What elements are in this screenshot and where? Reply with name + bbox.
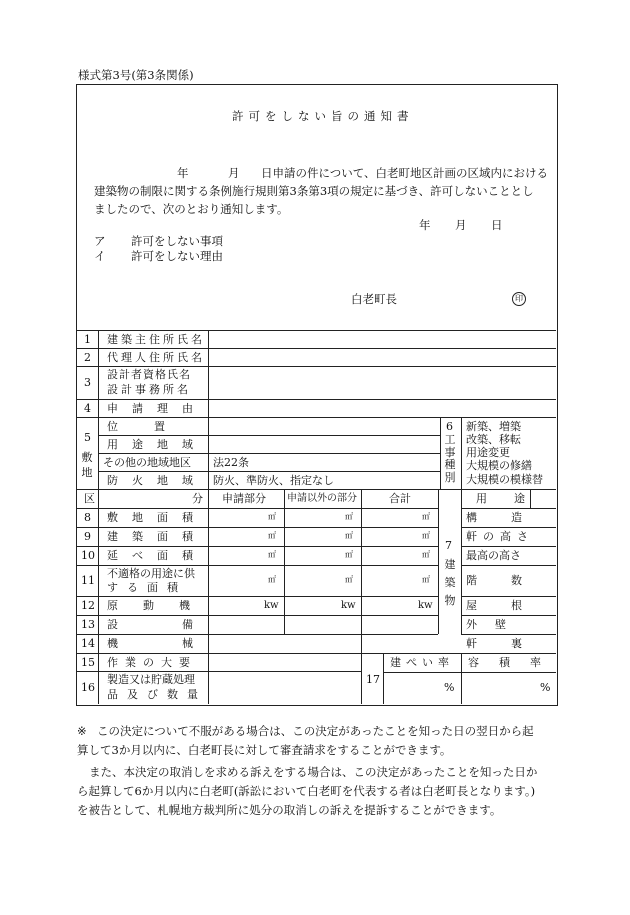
row-12-label: 原動機 — [107, 599, 215, 612]
rule — [77, 399, 556, 400]
rule — [98, 453, 440, 454]
issuer: 白老町長 — [351, 292, 397, 306]
note-line-5: を被告として、札幌地方裁判所に処分の取消しの訴えを提訴することができます。 — [77, 803, 502, 817]
unit: ㎡ — [345, 575, 353, 584]
header-total: 合計 — [389, 492, 411, 505]
row-11-label-2: する面積 — [107, 581, 187, 594]
row-15-label: 作業の大要 — [107, 656, 197, 669]
seal-mark: 印 — [512, 292, 526, 306]
unit: ㎡ — [422, 575, 430, 584]
unit: ㎡ — [268, 531, 276, 540]
building-item: 外壁 — [466, 618, 524, 631]
note-mark: ※ — [77, 724, 87, 738]
item-a-text: 許可をしない事項 — [131, 234, 223, 248]
building-item: 屋根 — [466, 599, 556, 612]
row-7-group: 建築物 — [444, 558, 456, 607]
row-9-label: 建築面積 — [107, 530, 207, 543]
unit: ㎡ — [422, 512, 430, 521]
note-line-3: また、本決定の取消しを求める訴えをする場合は、この決定があったことを知った日か — [89, 765, 538, 779]
fire-zone-value: 防火、準防火、指定なし — [213, 474, 334, 487]
unit: ㎡ — [268, 550, 276, 559]
work-type-option: 大規模の模様替 — [466, 473, 543, 486]
coverage-label: 建ぺい率 — [390, 656, 454, 669]
issue-month: 月 — [455, 218, 467, 232]
zone-label: 用途地域 — [107, 438, 207, 451]
row-8-num: 8 — [84, 511, 91, 524]
intro-line-3: ましたので、次のとおり通知します。 — [94, 202, 289, 216]
rule — [77, 489, 556, 490]
intro-line-1: 日申請の件について、白老町地区計画の区域内における — [261, 166, 549, 180]
work-type-option: 新築、増築 — [466, 420, 521, 433]
row-13-num: 13 — [81, 618, 95, 631]
row-11-label-1: 不適格の用途に供 — [107, 567, 195, 580]
row-1-label: 建築主住所氏名 — [107, 333, 205, 346]
rule — [461, 527, 556, 528]
item-a-marker: ア — [94, 234, 106, 248]
rule — [98, 331, 99, 653]
rule — [461, 418, 462, 489]
rule — [383, 654, 384, 704]
rule — [77, 348, 556, 349]
rule — [461, 596, 556, 597]
row-6-group: 工事種別 — [444, 433, 456, 484]
rule — [461, 546, 556, 547]
rule — [461, 508, 556, 509]
rule — [77, 330, 556, 331]
rule — [77, 671, 361, 672]
rule — [440, 418, 441, 489]
unit: ㎡ — [345, 512, 353, 521]
other-zone-value: 法22条 — [213, 456, 249, 469]
header-other: 申請以外の部分 — [287, 493, 357, 504]
work-type-option: 改築、移転 — [466, 433, 521, 446]
rule — [461, 565, 556, 566]
document-title: 許可をしない旨の通知書 — [232, 109, 414, 123]
row-7-num: 7 — [445, 539, 452, 552]
building-item: 最高の高さ — [466, 549, 521, 562]
rule — [98, 435, 440, 436]
row-5-num: 5 — [84, 431, 91, 444]
issue-year: 年 — [419, 218, 431, 232]
row-2-label: 代理人住所氏名 — [107, 351, 205, 364]
other-zone-label: その他の地域地区 — [103, 456, 191, 469]
row-13-label: 設備 — [107, 618, 257, 631]
row-4-num: 4 — [84, 402, 91, 415]
unit: ㎡ — [345, 531, 353, 540]
far-label: 容積率 — [468, 656, 561, 669]
row-11-num: 11 — [81, 574, 95, 587]
row-16-label-1: 製造又は貯蔵処理 — [107, 673, 195, 686]
location-label: 位置 — [107, 420, 201, 433]
coverage-percent: % — [444, 681, 455, 694]
item-b-text: 許可をしない理由 — [131, 249, 223, 263]
item-b-marker: イ — [94, 249, 106, 263]
form-number: 様式第3号(第3条関係) — [78, 68, 194, 82]
row-14-label: 機械 — [107, 637, 257, 650]
rule — [77, 527, 438, 528]
rule — [383, 672, 556, 673]
building-item: 構造 — [466, 511, 556, 524]
row-4-label: 申請理由 — [107, 402, 207, 415]
row-1-num: 1 — [84, 333, 91, 346]
header-applied: 申請部分 — [222, 492, 266, 505]
rule — [361, 490, 362, 704]
header-use-left: 用 — [476, 492, 487, 505]
row-12-num: 12 — [81, 599, 95, 612]
row-10-num: 10 — [81, 549, 95, 562]
rule — [77, 596, 438, 597]
rule — [461, 654, 462, 704]
unit: ㎡ — [268, 512, 276, 521]
rule — [461, 490, 462, 634]
rule — [77, 653, 556, 654]
row-9-num: 9 — [84, 530, 91, 543]
row-2-num: 2 — [84, 351, 91, 364]
intro-line-2: 建築物の制限に関する条例施行規則第3条第3項の規定に基づき、許可しないこととし — [94, 184, 534, 198]
work-type-option: 用途変更 — [466, 446, 510, 459]
rule — [77, 417, 556, 418]
unit: ㎡ — [345, 550, 353, 559]
rule — [77, 565, 438, 566]
rule — [208, 331, 209, 489]
building-item: 軒裏 — [466, 637, 556, 650]
intro-month: 月 — [228, 166, 240, 180]
building-item: 階数 — [466, 574, 556, 587]
work-type-option: 大規模の修繕 — [466, 459, 532, 472]
header-category-right: 分 — [192, 492, 203, 505]
unit: kw — [418, 600, 433, 611]
row-8-label: 敷地面積 — [107, 511, 207, 524]
row-3-label-1: 設計者資格氏名 — [107, 368, 191, 381]
intro-year: 年 — [177, 166, 189, 180]
rule — [461, 634, 556, 635]
rule — [77, 508, 438, 509]
row-10-label: 延べ面積 — [107, 549, 207, 562]
row-5-group: 敷地 — [81, 451, 93, 479]
row-16-num: 16 — [81, 681, 95, 694]
row-3-label-2: 設計事務所名 — [107, 383, 191, 396]
row-17-num: 17 — [366, 673, 380, 686]
unit: kw — [264, 600, 279, 611]
row-14-num: 14 — [81, 637, 95, 650]
rule — [98, 654, 99, 704]
rule — [77, 615, 438, 616]
far-percent: % — [540, 681, 551, 694]
rule — [77, 634, 438, 635]
unit: ㎡ — [422, 550, 430, 559]
issue-day: 日 — [491, 218, 503, 232]
row-6-num: 6 — [446, 420, 453, 433]
row-16-label-2: 品及び数量 — [107, 688, 207, 701]
rule — [208, 654, 209, 704]
note-line-1: この決定について不服がある場合は、この決定があったことを知った日の翌日から起 — [97, 724, 534, 738]
header-category-left: 区 — [84, 492, 95, 505]
rule — [461, 615, 556, 616]
rule — [98, 471, 440, 472]
unit: ㎡ — [422, 531, 430, 540]
header-use-right: 途 — [514, 492, 525, 505]
rule — [77, 366, 556, 367]
row-3-num: 3 — [84, 376, 91, 389]
rule — [438, 490, 439, 634]
rule — [284, 490, 285, 634]
building-item: 軒の高さ — [466, 530, 534, 543]
rule — [77, 546, 438, 547]
row-15-num: 15 — [81, 656, 95, 669]
unit: kw — [341, 600, 356, 611]
fire-zone-label: 防火地域 — [107, 474, 207, 487]
unit: ㎡ — [268, 575, 276, 584]
note-line-2: 算して3か月以内に、白老町長に対して審査請求をすることができます。 — [77, 743, 452, 757]
rule — [530, 490, 531, 508]
note-line-4: ら起算して6か月以内に白老町(訴訟において白老町を代表する者は白老町長となります。) — [77, 784, 536, 798]
